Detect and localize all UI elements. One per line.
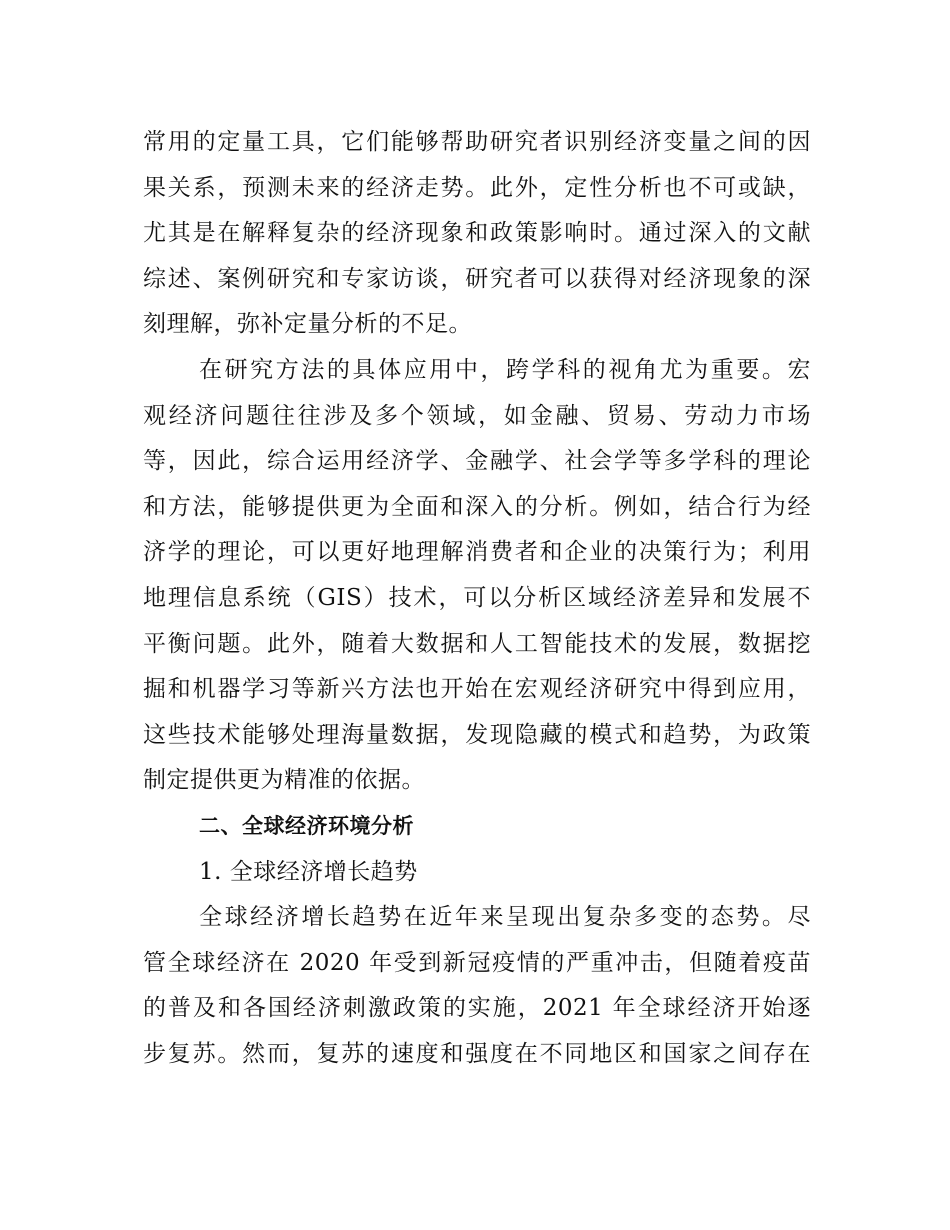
paragraph-1 xyxy=(143,120,811,348)
paragraph-line: 管全球经济在 2020 年受到新冠疫情的严重冲击，但随着疫苗 xyxy=(143,949,811,976)
subsection-heading: 1. 全球经济增长趋势 xyxy=(199,858,418,885)
paragraph-line: 观经济问题往往涉及多个领域，如金融、贸易、劳动力市场 xyxy=(143,402,811,429)
paragraph-line: 平衡问题。此外，随着大数据和人工智能技术的发展，数据挖 xyxy=(143,630,811,657)
document-body xyxy=(143,120,811,1077)
paragraph-line: 综述、案例研究和专家访谈，研究者可以获得对经济现象的深 xyxy=(143,265,811,292)
paragraph-line: 的普及和各国经济刺激政策的实施，2021 年全球经济开始逐 xyxy=(143,995,811,1022)
paragraph-line: 果关系，预测未来的经济走势。此外，定性分析也不可或缺， xyxy=(143,174,811,201)
paragraph-line: 制定提供更为精准的依据。 xyxy=(143,767,425,794)
paragraph-line: 等，因此，综合运用经济学、金融学、社会学等多学科的理论 xyxy=(143,448,811,475)
paragraph-line: 这些技术能够处理海量数据，发现隐藏的模式和趋势，为政策 xyxy=(143,721,811,748)
paragraph-3 xyxy=(143,895,811,1077)
paragraph-line: 刻理解，弥补定量分析的不足。 xyxy=(143,311,472,338)
section-heading: 二、全球经济环境分析 xyxy=(199,813,414,838)
paragraph-line: 地理信息系统（GIS）技术，可以分析区域经济差异和发展不 xyxy=(143,584,811,611)
paragraph-line: 尤其是在解释复杂的经济现象和政策影响时。通过深入的文献 xyxy=(143,220,811,247)
paragraph-line: 在研究方法的具体应用中，跨学科的视角尤为重要。宏 xyxy=(199,356,811,383)
paragraph-line: 济学的理论，可以更好地理解消费者和企业的决策行为；利用 xyxy=(143,539,811,566)
paragraph-line: 和方法，能够提供更为全面和深入的分析。例如，结合行为经 xyxy=(143,493,811,520)
paragraph-line: 掘和机器学习等新兴方法也开始在宏观经济研究中得到应用， xyxy=(143,676,811,703)
paragraph-2 xyxy=(143,348,811,804)
paragraph-line: 步复苏。然而，复苏的速度和强度在不同地区和国家之间存在 xyxy=(143,1040,811,1067)
paragraph-line: 全球经济增长趋势在近年来呈现出复杂多变的态势。尽 xyxy=(199,904,811,931)
paragraph-line: 常用的定量工具，它们能够帮助研究者识别经济变量之间的因 xyxy=(143,129,811,155)
